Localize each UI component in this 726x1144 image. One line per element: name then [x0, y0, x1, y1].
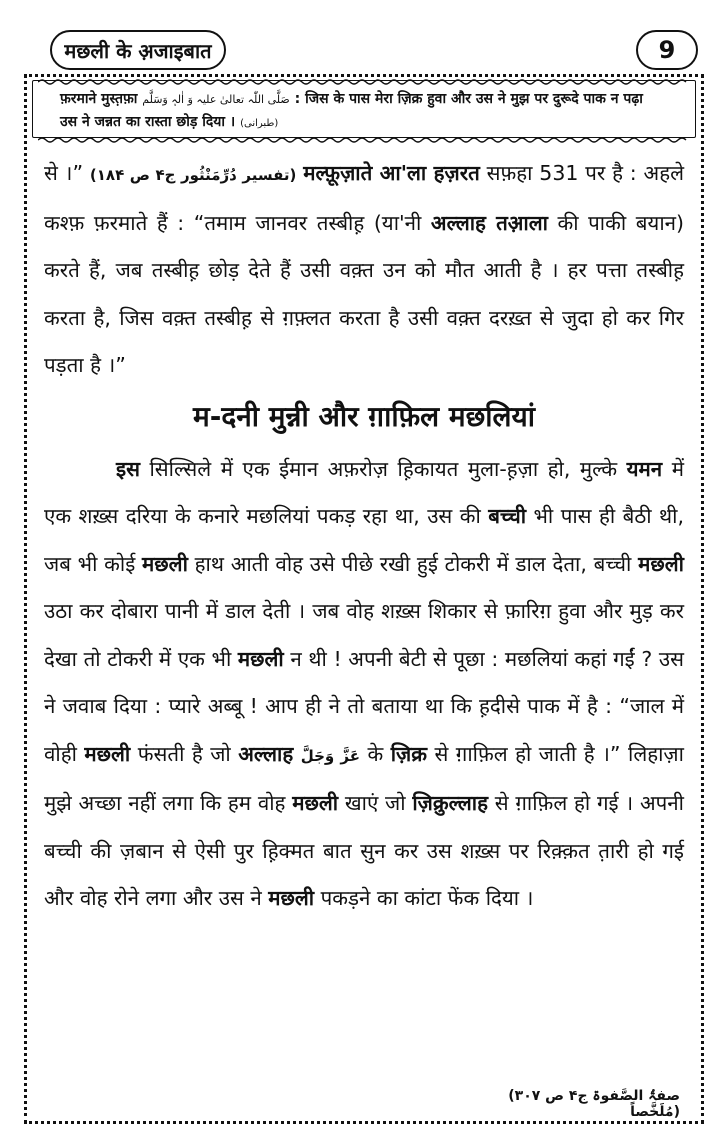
text-run: हाथ आती वोह उसे पीछे रखी हुई टोकरी में डाल देता, बच्ची [194, 551, 632, 576]
para1-rest: की पाकी बयान) करते हैं, जब तस्बीह़ छोड़ देते हैं उसी वक़्त उन को मौत आती है । हर पत्ता तस्बीह़ करता है, जिस वक़्त तस्बीह़ से ग़फ़्लत करता है उसी वक़्त दरख़्त से जुदा हो कर गिर पड़ता है ।” [44, 210, 684, 377]
text-run: के [367, 741, 384, 766]
text-run: सिल्सिले में एक ईमान अफ़रोज़ ह़िकायत मुला-ह़ज़ा हो, मुल्के [149, 456, 618, 481]
bold-word: मछली [268, 886, 315, 910]
para1-start: से ।” [44, 161, 84, 185]
arabic-reference: (تفسیر دُرِّمَنْثُور ج۴ ص ۱۸۴) [89, 166, 297, 184]
bold-word: अल्लाह [238, 741, 294, 766]
book-title: मल्फ़ूज़ाते आ'ला हज़रत [303, 161, 480, 185]
hadith-line-1: : जिस के पास मेरा ज़िक्र हुवा और उस ने मुझ पर दुरूदे पाक न पढ़ा [294, 91, 643, 107]
arabic-honorific: عَزَّ وَجَلَّ [300, 746, 360, 765]
page-number: 9 [636, 30, 698, 70]
hadith-source: (طبرانی) [240, 118, 279, 129]
main-text [44, 150, 684, 923]
text-run: में एक शख़्स दरिया के कनारे मछलियां पकड़ रहा था, उस की [44, 456, 684, 528]
bold-word: मछली [638, 551, 684, 576]
bold-word: ज़िक्र [390, 741, 427, 766]
bold-word: यमन [626, 456, 663, 481]
paragraph-2 [44, 446, 684, 923]
text-run: न थी ! अपनी बेटी से पूछा : मछलियां कहां गईं ? उस ने जवाब दिया : प्यारे अब्बू ! आप ही ने तो बताया था कि ह़दीसे पाक में है : “जाल में वोही [44, 646, 684, 766]
allah-name: अल्लाह तआ़ला [430, 210, 548, 235]
wave-border-top [38, 78, 690, 86]
para1-text: सफ़हा 531 पर है : अहले कश्फ़ फ़रमाते हैं : “तमाम जानवर तस्बीह़ (या'नी [44, 161, 684, 235]
text-run: से ग़ाफ़िल हो गई । अपनी बच्ची की ज़बान से ऐसी पुर ह़िक्मत बात सुन कर उस शख़्स पर रिक़्क़त त़ारी हो गई और वोह रोने लगा और उस ने [44, 791, 684, 910]
bold-word: इस [116, 456, 140, 481]
bold-word: मछली [84, 741, 131, 766]
footnote-reference: (صفۃُ الصَّفوۃ ج۴ ص ۳۰۷ مُلَخَّصاً) [508, 1088, 680, 1120]
bold-word: बच्ची [488, 504, 527, 528]
text-run: पकड़ने का कांटा फेंक दिया । [320, 886, 534, 910]
bold-word: मछली [142, 551, 188, 576]
text-run: उठा कर दोबारा पानी में डाल देती । जब वोह शख़्स शिकार से फ़ारिग़ हुवा और मुड़ कर देखा तो टोकरी में एक भी [44, 599, 684, 671]
bold-word: ज़िक्रुल्लाह [412, 791, 488, 815]
text-run: से ग़ाफ़िल हो जाती है ।” लिहाज़ा मुझे अच्छा नहीं लगा कि हम वोह [44, 741, 684, 815]
section-heading: म-दनी मुन्नी और ग़ाफ़िल मछलियां [192, 399, 535, 433]
bold-word: मछली [292, 791, 339, 815]
text-run: खाएं जो [344, 791, 406, 815]
hadith-text [60, 88, 670, 135]
chapter-title: मछली के अ़जाइबात [50, 30, 226, 70]
hadith-line-2: उस ने जन्नत का रास्ता छोड़ दिया । [60, 114, 236, 130]
wave-border-bottom [38, 136, 690, 144]
arabic-salutation: صَلَّی اللّٰہ تعالیٰ علیہ وَ اٰلہٖ وَسَلَّم [142, 93, 290, 106]
text-run: फंसती है जो [137, 741, 231, 766]
hadith-label: फ़रमाने मुस्त़फ़ा [60, 91, 138, 107]
text-run: भी पास ही बैठी थी, जब भी कोई [44, 504, 684, 576]
paragraph-1 [44, 150, 684, 390]
bold-word: मछली [237, 646, 284, 671]
